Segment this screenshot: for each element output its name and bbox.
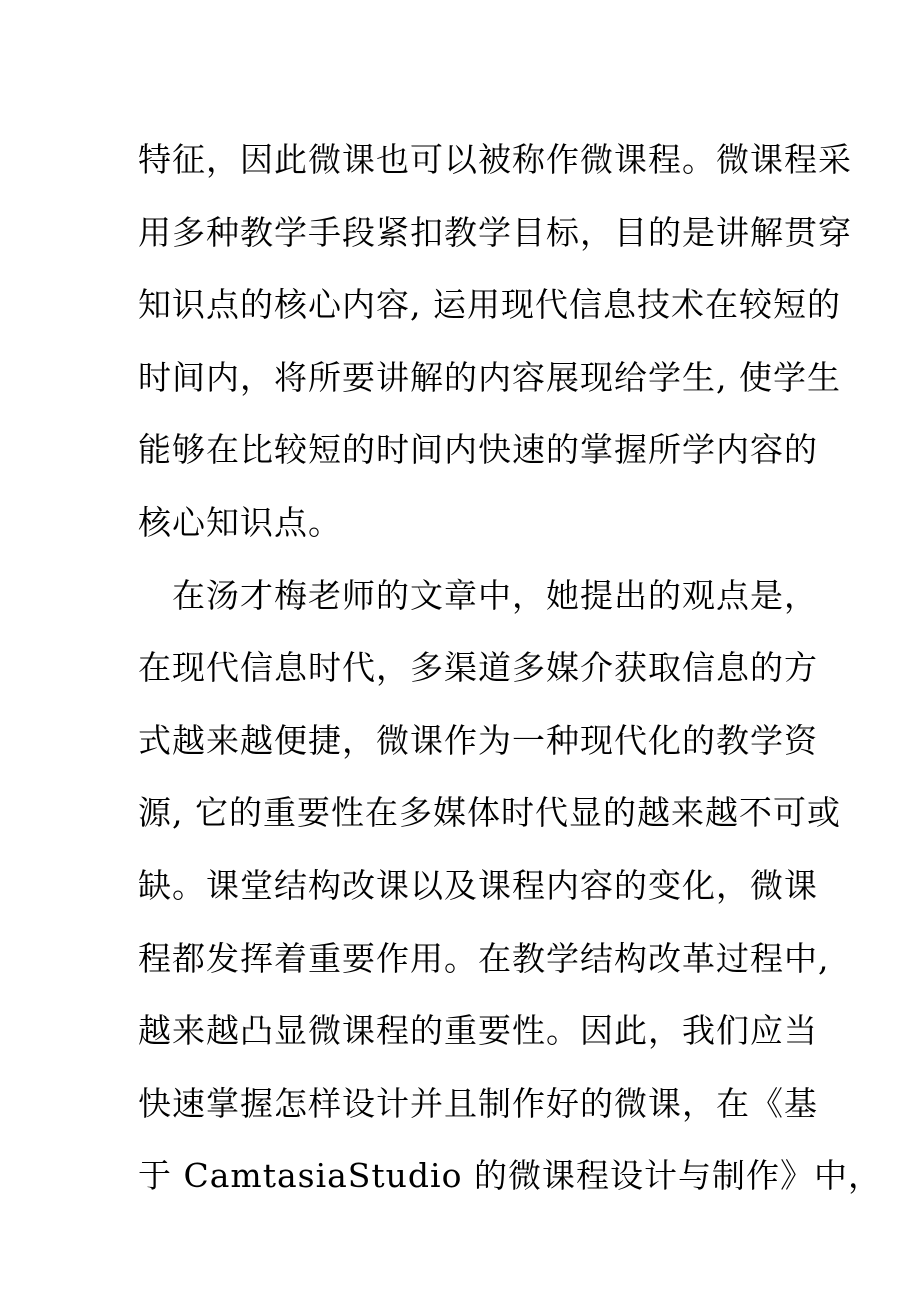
- text-line: 在现代信息时代，多渠道多媒介获取信息的方: [138, 648, 818, 688]
- text-line: 越来越凸显微课程的重要性。因此，我们应当: [138, 1011, 818, 1051]
- text-line: 源, 它的重要性在多媒体时代显的越来越不可或: [138, 793, 841, 833]
- text-line: 核心知识点。: [138, 502, 342, 542]
- text-line: 在汤才梅老师的文章中，她提出的观点是，: [172, 575, 818, 615]
- text-line: 程都发挥着重要作用。在教学结构改革过程中,: [138, 938, 830, 978]
- text-line: 知识点的核心内容, 运用现代信息技术在较短的: [138, 285, 841, 325]
- text-line: 用多种教学手段紧扣教学目标，目的是讲解贯穿: [138, 212, 852, 252]
- text-line: 于 CamtasiaStudio 的微课程设计与制作》中，: [138, 1156, 882, 1196]
- text-line: 快速掌握怎样设计并且制作好的微课，在《基: [138, 1083, 818, 1123]
- text-line: 特征，因此微课也可以被称作微课程。微课程采: [138, 140, 852, 179]
- body-text: [138, 124, 882, 1213]
- text-line: 时间内，将所要讲解的内容展现给学生, 使学生: [138, 357, 841, 397]
- text-line: 式越来越便捷，微课作为一种现代化的教学资: [138, 720, 818, 760]
- text-line: 缺。课堂结构改课以及课程内容的变化，微课: [138, 865, 818, 905]
- text-line: 能够在比较短的时间内快速的掌握所学内容的: [138, 430, 818, 470]
- paragraph-1: [138, 124, 852, 560]
- paragraph-2: [138, 560, 882, 1213]
